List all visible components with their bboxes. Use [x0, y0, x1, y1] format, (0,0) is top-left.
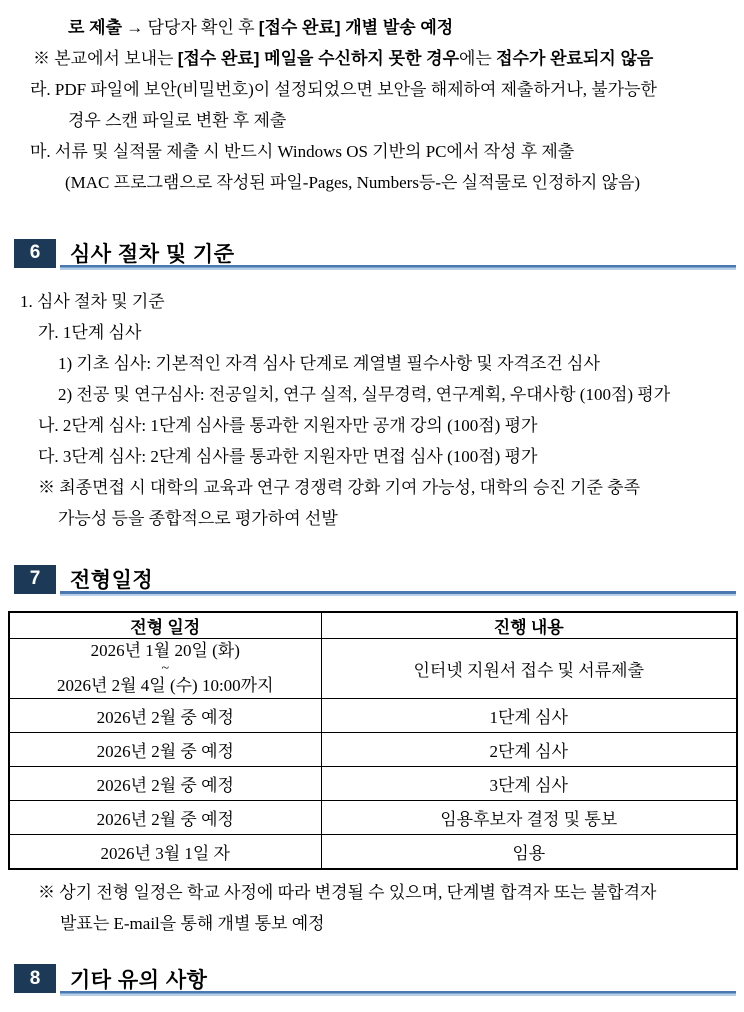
schedule-note-line: 발표는 E-mail을 통해 개별 통보 예정 — [60, 913, 325, 933]
criteria-line: 2) 전공 및 연구심사: 전공일치, 연구 실적, 실무경력, 연구계획, 우대사항 (100점) 평가 — [58, 385, 671, 404]
intro-line-2-bold-2: 접수가 완료되지 않음 — [496, 49, 654, 68]
schedule-table-header-row — [9, 612, 737, 639]
content-column-header: 진행 내용 — [321, 612, 737, 639]
intro-line-6: (MAC 프로그램으로 작성된 파일-Pages, Numbers등-은 실적물로 인정하지 않음) — [65, 173, 641, 192]
criteria-line: 나. 2단계 심사: 1단계 심사를 통과한 지원자만 공개 강의 (100점) 평가 — [38, 416, 538, 435]
schedule-date-cell — [9, 639, 321, 699]
schedule-table — [8, 611, 738, 870]
section-8-title: 기타 유의 사항 — [70, 968, 208, 992]
section-6-title: 심사 절차 및 기준 — [70, 243, 235, 266]
schedule-notes — [8, 877, 736, 939]
section-6-header — [8, 238, 736, 268]
intro-block — [8, 12, 736, 198]
section-7-number-badge: 7 — [14, 565, 56, 594]
date-range-tilde: ~ — [161, 661, 170, 676]
schedule-column-header: 전형 일정 — [9, 612, 321, 639]
criteria-line: ※ 최종면접 시 대학의 교육과 연구 경쟁력 강화 기여 가능성, 대학의 승진 기준 충족 — [38, 478, 641, 497]
schedule-note-line: ※ 상기 전형 일정은 학교 사정에 따라 변경될 수 있으며, 단계별 합격자 또는 불합격자 — [38, 882, 657, 902]
intro-line-1-mid: → 담당자 확인 후 — [122, 18, 259, 37]
date-line: 2026년 2월 4일 (수) 10:00까지 — [56, 676, 274, 695]
intro-line-2 — [33, 43, 736, 74]
intro-line-2-lead: ※ 본교에서 보내는 — [33, 49, 178, 68]
section-schedule — [8, 564, 736, 939]
table-row — [9, 767, 737, 801]
section-6-number-badge: 6 — [14, 239, 56, 268]
section-review-criteria — [8, 238, 736, 534]
schedule-date-cell: 2026년 2월 중 예정 — [9, 767, 321, 801]
criteria-line: 다. 3단계 심사: 2단계 심사를 통과한 지원자만 면접 심사 (100점) 평가 — [38, 447, 538, 466]
schedule-content-cell: 3단계 심사 — [321, 767, 737, 801]
schedule-date-cell: 2026년 3월 1일 자 — [9, 835, 321, 869]
intro-line-1-bold-lead: 로 제출 — [68, 18, 122, 37]
schedule-content-cell: 임용후보자 결정 및 통보 — [321, 801, 737, 835]
criteria-line: 1) 기초 심사: 기본적인 자격 심사 단계로 계열별 필수사항 및 자격조건 심사 — [58, 354, 600, 373]
schedule-content-cell: 인터넷 지원서 접수 및 서류제출 — [321, 639, 737, 699]
criteria-line: 가. 1단계 심사 — [38, 323, 142, 342]
table-row — [9, 699, 737, 733]
date-line: 2026년 1월 20일 (화) — [90, 641, 240, 660]
schedule-date-cell: 2026년 2월 중 예정 — [9, 699, 321, 733]
schedule-content-cell: 2단계 심사 — [321, 733, 737, 767]
schedule-content-cell: 임용 — [321, 835, 737, 869]
table-row — [9, 835, 737, 869]
review-criteria-list — [8, 286, 736, 534]
table-row — [9, 801, 737, 835]
schedule-date-cell: 2026년 2월 중 예정 — [9, 733, 321, 767]
criteria-line: 가능성 등을 종합적으로 평가하여 선발 — [58, 509, 338, 528]
intro-line-2-bold-1: [접수 완료] 메일을 수신하지 못한 경우 — [177, 49, 459, 68]
section-8-header — [8, 964, 736, 994]
schedule-content-cell: 1단계 심사 — [321, 699, 737, 733]
criteria-line: 1. 심사 절차 및 기준 — [20, 292, 165, 311]
intro-line-1-bold-tail: [접수 완료] 개별 발송 예정 — [258, 18, 454, 37]
intro-line-5: 마. 서류 및 실적물 제출 시 반드시 Windows OS 기반의 PC에서 작성 후 제출 — [30, 142, 575, 161]
table-row — [9, 639, 737, 699]
section-7-header — [8, 564, 736, 594]
schedule-date-cell: 2026년 2월 중 예정 — [9, 801, 321, 835]
table-row — [9, 733, 737, 767]
section-7-underline — [60, 591, 736, 596]
section-8-number-badge: 8 — [14, 964, 56, 993]
intro-line-1 — [68, 12, 736, 43]
intro-line-4: 경우 스캔 파일로 변환 후 제출 — [68, 111, 287, 130]
intro-line-3: 라. PDF 파일에 보안(비밀번호)이 설정되었으면 보안을 해제하여 제출하거나, 불가능한 — [30, 80, 657, 99]
section-7-title: 전형일정 — [70, 569, 154, 592]
section-other-notes — [8, 964, 736, 996]
intro-line-2-mid: 에는 — [459, 49, 497, 68]
